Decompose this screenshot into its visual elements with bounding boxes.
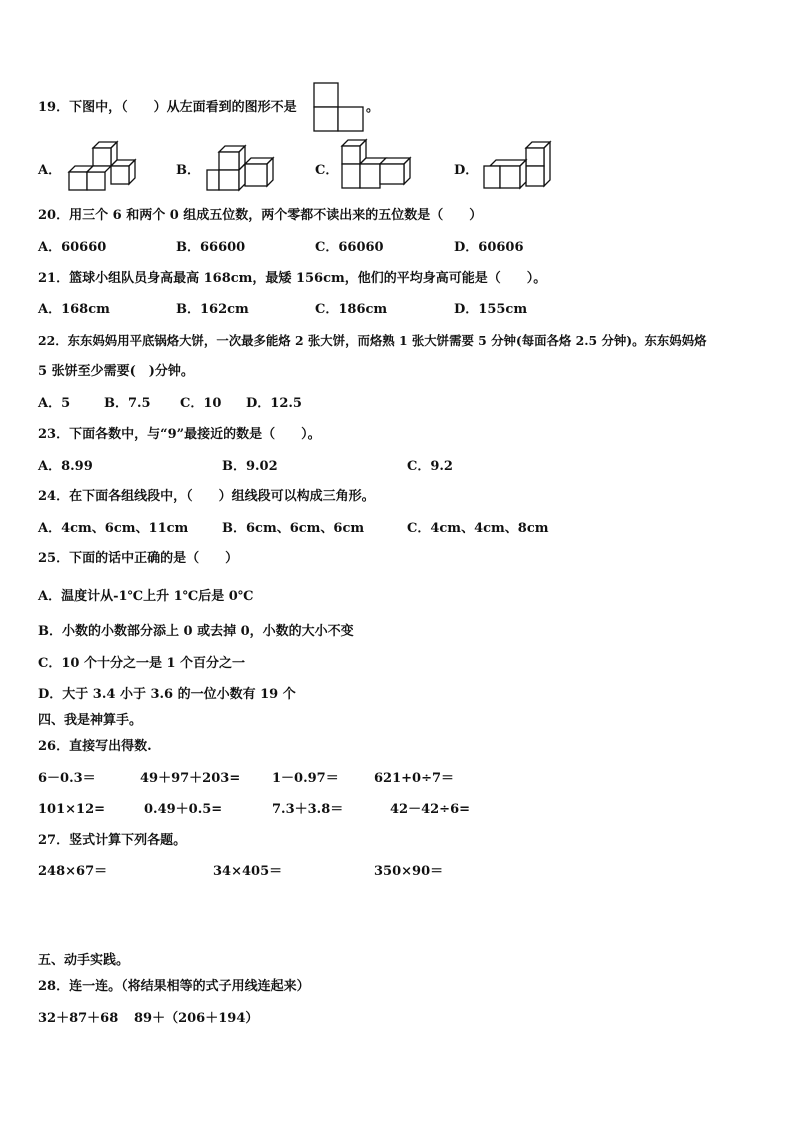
q24-option-c[interactable]: C．4cm、4cm、8cm [407,521,549,536]
q27-item: 350×90＝ [374,864,444,879]
q20-stem: 20．用三个 6 和两个 0 组成五位数，两个零都不读出来的五位数是（ ） [38,208,483,223]
q19-option-d-cubes [482,140,556,194]
q25-option-c[interactable]: C．10 个十分之一是 1 个百分之一 [38,656,246,671]
q25-stem: 25．下面的话中正确的是（ ） [38,551,239,566]
q19-option-d-label[interactable]: D． [454,163,479,178]
q26-item: 1－0.97＝ [272,771,339,786]
q21-option-b[interactable]: B．162cm [176,302,249,317]
q20-option-d[interactable]: D．60606 [454,240,524,255]
q22-stem-line1: 22．东东妈妈用平底锅烙大饼，一次最多能烙 2 张大饼，而烙熟 1 张大饼需要 5 分钟(每面各烙 2.5 分钟)。东东妈妈烙 [38,333,707,348]
q25-option-a[interactable]: A．温度计从-1℃上升 1℃后是 0℃ [38,589,254,604]
q28-stem: 28．连一连。（将结果相等的式子用线连起来） [38,979,310,994]
q26-item: 0.49＋0.5= [144,802,223,817]
q19-option-b-label[interactable]: B． [176,163,200,178]
section-4-heading: 四、我是神算手。 [38,713,143,728]
q19-option-c-label[interactable]: C． [315,163,339,178]
q23-option-c[interactable]: C．9.2 [407,459,453,474]
q19-option-a-cubes [67,140,139,194]
q21-option-a[interactable]: A．168cm [38,302,110,317]
q26-item: 49＋97＋203= [140,771,241,786]
q27-item: 34×405＝ [213,864,283,879]
q20-option-c[interactable]: C．66060 [315,240,384,255]
q25-option-b[interactable]: B．小数的小数部分添上 0 或去掉 0，小数的大小不变 [38,624,354,639]
q19-option-c-cubes [340,138,414,194]
q24-stem: 24．在下面各组线段中，（ ）组线段可以构成三角形。 [38,489,375,504]
q21-option-d[interactable]: D．155cm [454,302,528,317]
q27-stem: 27．竖式计算下列各题。 [38,833,187,848]
q26-item: 7.3＋3.8＝ [272,802,344,817]
q28-item: 89＋（206＋194） [134,1011,259,1026]
q22-option-d[interactable]: D．12.5 [246,396,302,411]
q27-item: 248×67＝ [38,864,108,879]
q24-option-b[interactable]: B．6cm、6cm、6cm [222,521,365,536]
q23-option-b[interactable]: B．9.02 [222,459,278,474]
q19-stem-text: 19．下图中，（ ）从左面看到的图形不是 [38,100,297,115]
q24-option-a[interactable]: A．4cm、6cm、11cm [38,521,189,536]
q20-option-a[interactable]: A．60660 [38,240,107,255]
q19-left-view-figure [313,82,365,132]
q26-item: 101×12= [38,802,106,817]
q22-option-b[interactable]: B．7.5 [104,396,151,411]
q19-option-b-cubes [205,144,281,194]
q22-option-a[interactable]: A．5 [38,396,71,411]
q26-stem: 26．直接写出得数. [38,739,152,754]
q22-stem-line2: 5 张饼至少需要( )分钟。 [38,364,194,379]
q19-option-a-label[interactable]: A． [38,163,62,178]
q25-option-d[interactable]: D．大于 3.4 小于 3.6 的一位小数有 19 个 [38,687,296,702]
q19-stem-end: 。 [366,100,380,115]
q21-stem: 21．篮球小组队员身高最高 168cm，最矮 156cm，他们的平均身高可能是（ ）。 [38,271,547,286]
q21-option-c[interactable]: C．186cm [315,302,388,317]
q20-option-b[interactable]: B．66600 [176,240,246,255]
section-5-heading: 五、动手实践。 [38,953,130,968]
q19-stem [38,100,297,116]
q26-item: 6－0.3＝ [38,771,96,786]
q28-item: 32＋87＋68 [38,1011,119,1026]
q26-item: 42－42÷6= [390,802,471,817]
q23-option-a[interactable]: A．8.99 [38,459,93,474]
q23-stem: 23．下面各数中，与“9”最接近的数是（ ）。 [38,427,321,442]
q26-item: 621+0÷7＝ [374,771,455,786]
q22-option-c[interactable]: C．10 [180,396,222,411]
